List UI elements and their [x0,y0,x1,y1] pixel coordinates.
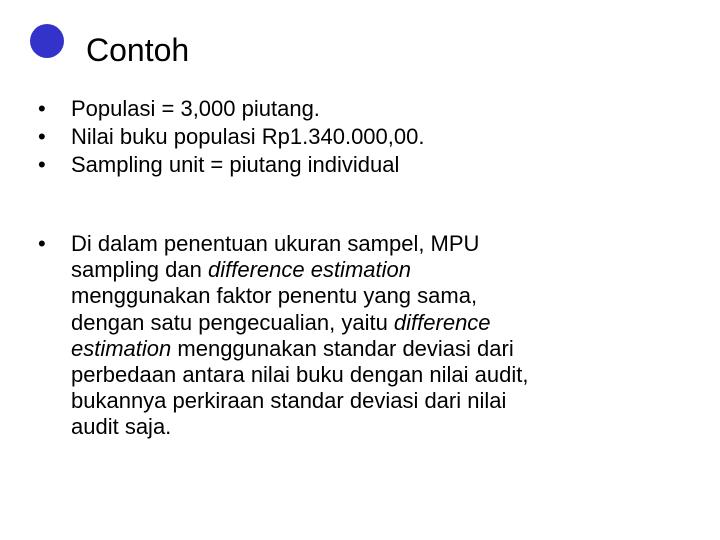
bullet-list [38,95,678,179]
title-bullet-icon [30,24,64,58]
text-run: sampling dan [71,257,208,283]
text-run: perbedaan antara nilai buku dengan nilai audit, [71,362,529,388]
italic-text: difference estimation [207,257,411,283]
italic-text: difference [393,309,491,335]
bullet-marker: • [38,231,46,256]
text-run: dengan satu pengecualian, yaitu [71,309,394,335]
text-run: menggunakan standar deviasi dari [171,335,514,361]
paragraph-line [71,362,668,388]
italic-text: estimation [71,335,172,361]
paragraph-line [71,414,668,440]
paragraph-line [71,336,668,362]
text-run: bukannya perkiraan standar deviasi dari nilai [71,388,507,414]
paragraph-line [71,388,668,414]
paragraph-text [71,231,668,441]
bullet-item: • Sampling unit = piutang individual [38,151,678,179]
slide-title: Contoh [86,32,190,68]
text-run: Di dalam penentuan ukuran sampel, MPU [71,231,480,256]
paragraph-bullet [38,231,668,441]
bullet-item: • Populasi = 3,000 piutang. [38,95,678,123]
paragraph-line [71,310,668,336]
paragraph-line [71,283,668,309]
bullet-item: • Nilai buku populasi Rp1.340.000,00. [38,123,678,151]
paragraph-line [71,257,668,283]
text-run: menggunakan faktor penentu yang sama, [71,283,478,309]
paragraph-line [71,231,668,257]
text-run: audit saja. [71,414,172,440]
